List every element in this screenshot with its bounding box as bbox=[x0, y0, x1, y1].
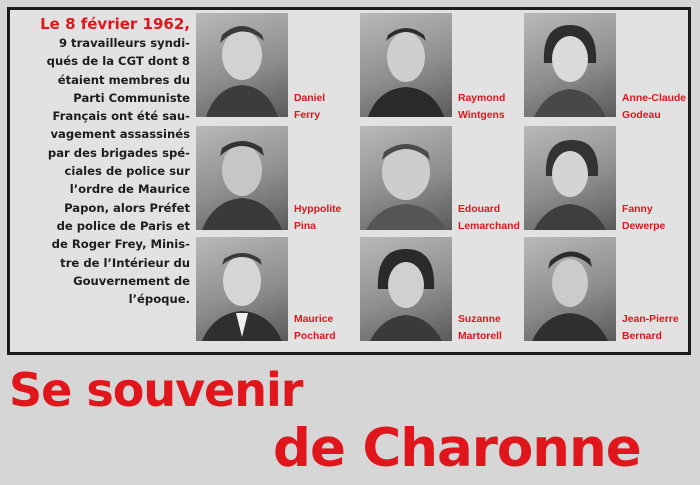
name-daniel-ferry: Daniel Ferry bbox=[294, 93, 326, 121]
portrait-raymond-wintgens bbox=[360, 13, 452, 117]
name-edouard-lemarchand: Edouard Lemarchand bbox=[458, 204, 520, 232]
portrait-anne-claude-godeau bbox=[524, 13, 616, 117]
name-maurice-pochard: Maurice Pochard bbox=[294, 314, 336, 342]
name-raymond-wintgens: Raymond Wintgens bbox=[458, 93, 506, 121]
intro-text-block bbox=[10, 15, 190, 308]
name-jean-pierre-bernard: Jean-Pierre Bernard bbox=[622, 314, 679, 342]
portrait-fanny-dewerpe bbox=[524, 126, 616, 230]
title-line-2: de Charonne bbox=[273, 418, 641, 479]
portrait-jean-pierre-bernard bbox=[524, 237, 616, 341]
portrait-suzanne-martorell bbox=[360, 237, 452, 341]
intro-date: Le 8 février 1962, bbox=[40, 15, 190, 33]
portrait-edouard-lemarchand bbox=[360, 126, 452, 230]
name-fanny-dewerpe: Fanny Dewerpe bbox=[622, 204, 666, 232]
portrait-daniel-ferry bbox=[196, 13, 288, 117]
memorial-panel bbox=[7, 7, 691, 355]
name-suzanne-martorell: Suzanne Martorell bbox=[458, 314, 502, 342]
portrait-maurice-pochard bbox=[196, 237, 288, 341]
name-hyppolite-pina: Hyppolite Pina bbox=[294, 204, 342, 232]
title-line-1: Se souvenir bbox=[9, 363, 303, 417]
name-anne-claude-godeau: Anne-Claude Godeau bbox=[622, 93, 687, 121]
portrait-hyppolite-pina bbox=[196, 126, 288, 230]
intro-body: 9 travailleurs syndi- qués de la CGT dont 8 étaient membres du Parti Communiste Français ont été sau- vagement assassinés par des brigades spé- ciales de police sur l’ordre de Maurice Papon, alors Préfet de police de Paris et de Roger Frey, Minis- tre de l’Intérieur du Gouvernement de l’époque. bbox=[46, 36, 190, 307]
